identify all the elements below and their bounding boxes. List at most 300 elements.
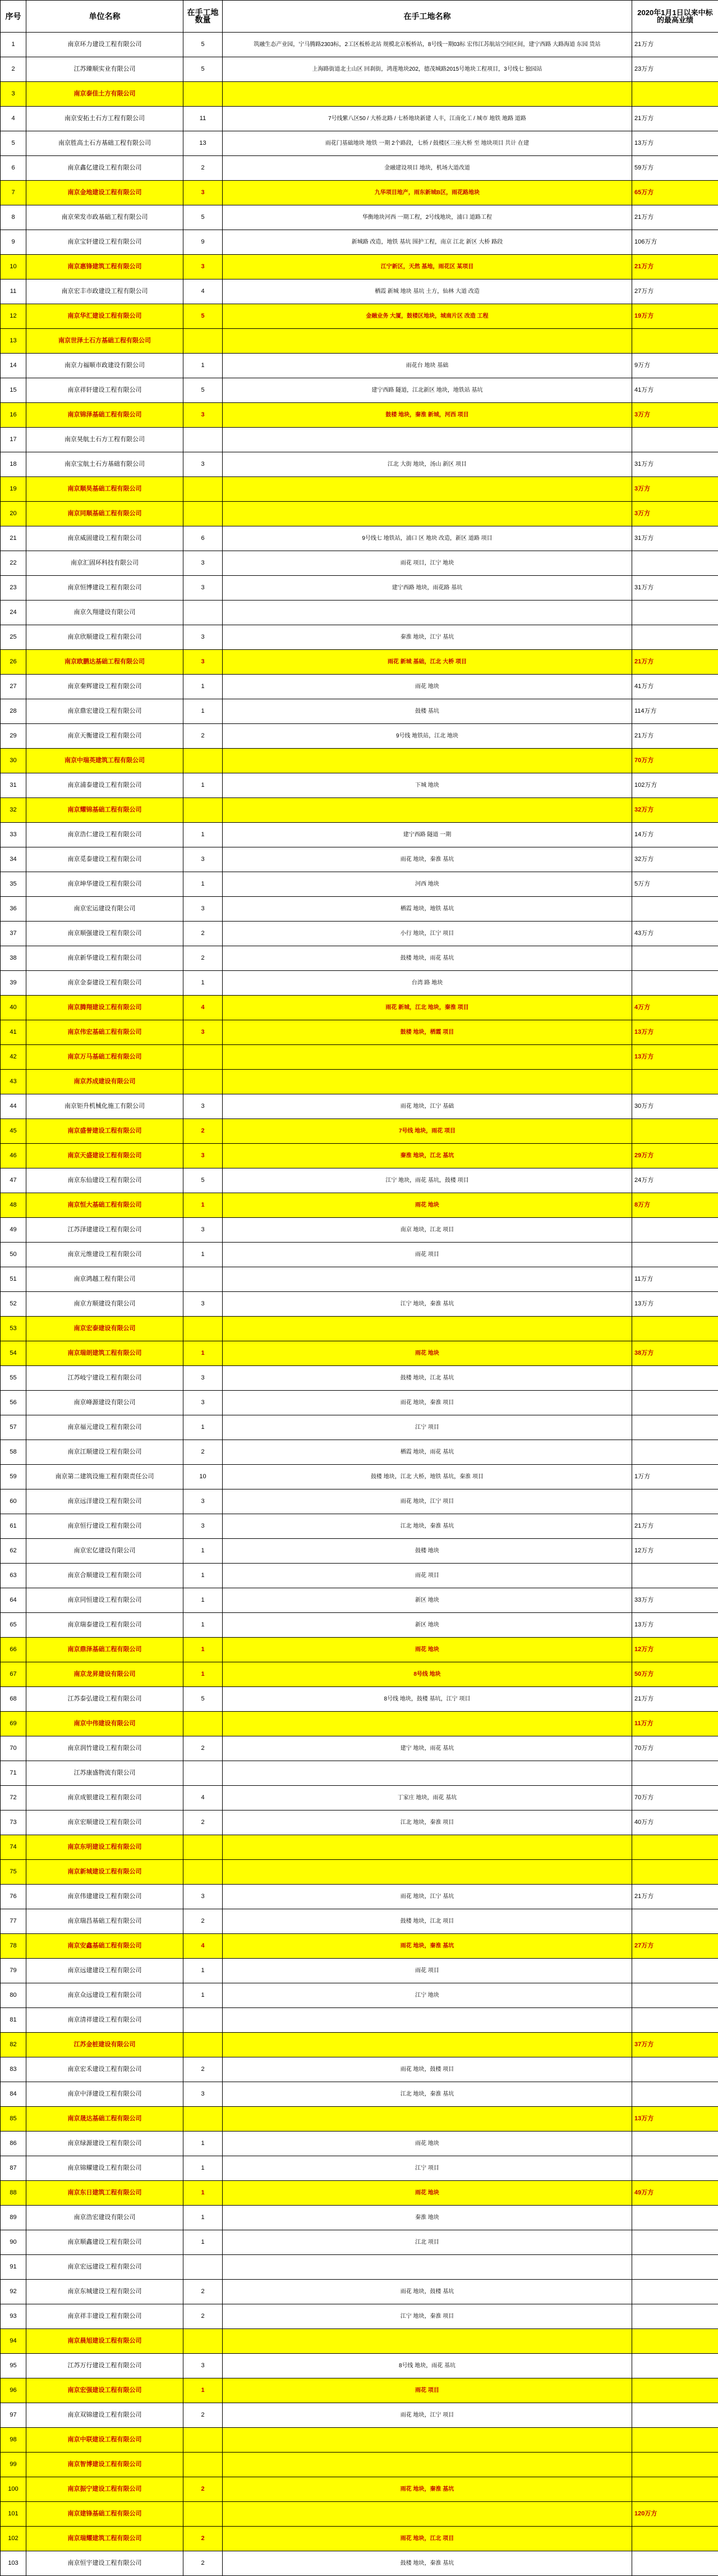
max-award: 21万方 bbox=[632, 33, 718, 57]
header-amount: 2020年1月1日以来中标的最高业绩 bbox=[632, 1, 718, 33]
site-names: 雨花 地块，江北 项目 bbox=[223, 2527, 632, 2551]
company-name: 南京清祥建设工程有限公司 bbox=[26, 2008, 183, 2033]
row-index: 8 bbox=[1, 205, 26, 230]
table-row bbox=[1, 1860, 718, 1885]
table-row bbox=[1, 946, 718, 971]
site-names: 鼓楼 地块，秦淮 新城，河西 项目 bbox=[223, 403, 632, 428]
site-names: 雨花 项目 bbox=[223, 1564, 632, 1588]
site-count: 1 bbox=[183, 971, 223, 996]
company-name: 南京智博建设工程有限公司 bbox=[26, 2453, 183, 2477]
company-name: 南京宏远建设工程有限公司 bbox=[26, 2255, 183, 2280]
site-names bbox=[223, 502, 632, 526]
site-count bbox=[183, 798, 223, 823]
site-names: 雨花 地块，江宁 项目 bbox=[223, 2403, 632, 2428]
row-index: 97 bbox=[1, 2403, 26, 2428]
company-name: 南京龙昇建设有限公司 bbox=[26, 1662, 183, 1687]
site-count: 2 bbox=[183, 2057, 223, 2082]
max-award: 31万方 bbox=[632, 576, 718, 601]
company-name: 南京宏亿建设有限公司 bbox=[26, 1539, 183, 1564]
site-names: 南京 地块，江北 项目 bbox=[223, 1218, 632, 1243]
row-index: 46 bbox=[1, 1144, 26, 1168]
max-award bbox=[632, 971, 718, 996]
site-count bbox=[183, 428, 223, 452]
row-index: 49 bbox=[1, 1218, 26, 1243]
table-row bbox=[1, 1514, 718, 1539]
table-row bbox=[1, 551, 718, 576]
max-award bbox=[632, 2057, 718, 2082]
company-name: 南京众远建设工程有限公司 bbox=[26, 1983, 183, 2008]
table-row bbox=[1, 1564, 718, 1588]
max-award bbox=[632, 2551, 718, 2576]
company-name: 南京腾翔建设工程有限公司 bbox=[26, 996, 183, 1020]
site-count: 2 bbox=[183, 2304, 223, 2329]
company-name: 南京远建建设工程有限公司 bbox=[26, 1959, 183, 1983]
site-names: 雨花 地块 bbox=[223, 2132, 632, 2156]
max-award: 19万方 bbox=[632, 304, 718, 329]
table-row bbox=[1, 922, 718, 946]
table-row bbox=[1, 1218, 718, 1243]
max-award: 11万方 bbox=[632, 1267, 718, 1292]
site-count: 3 bbox=[183, 181, 223, 205]
site-names: 华衡地块河西 一期工程，2号线地块，浦口 道路工程 bbox=[223, 205, 632, 230]
row-index: 20 bbox=[1, 502, 26, 526]
row-index: 87 bbox=[1, 2156, 26, 2181]
site-count: 2 bbox=[183, 2403, 223, 2428]
table-row bbox=[1, 847, 718, 872]
max-award: 70万方 bbox=[632, 1786, 718, 1810]
site-names: 秦淮 地块，江宁 基坑 bbox=[223, 625, 632, 650]
company-name: 南京宏禾建设工程有限公司 bbox=[26, 2057, 183, 2082]
company-name: 南京安拓土石方工程有限公司 bbox=[26, 107, 183, 131]
site-names: 鼓楼 地块，江北 项目 bbox=[223, 1909, 632, 1934]
row-index: 66 bbox=[1, 1638, 26, 1662]
site-names bbox=[223, 749, 632, 773]
site-names bbox=[223, 428, 632, 452]
site-names: 江宁 地块 bbox=[223, 1983, 632, 2008]
site-count: 2 bbox=[183, 1440, 223, 1465]
row-index: 91 bbox=[1, 2255, 26, 2280]
site-names: 雨花 地块 bbox=[223, 2181, 632, 2206]
company-name: 南京润竹建设工程有限公司 bbox=[26, 1736, 183, 1761]
max-award bbox=[632, 1983, 718, 2008]
site-names: 雨花 地块，秦淮 项目 bbox=[223, 1391, 632, 1415]
site-count: 1 bbox=[183, 1638, 223, 1662]
table-row bbox=[1, 1959, 718, 1983]
max-award: 13万方 bbox=[632, 1020, 718, 1045]
row-index: 59 bbox=[1, 1465, 26, 1489]
company-name: 南京顺强建设工程有限公司 bbox=[26, 922, 183, 946]
max-award: 13万方 bbox=[632, 1045, 718, 1070]
max-award: 30万方 bbox=[632, 1094, 718, 1119]
row-index: 4 bbox=[1, 107, 26, 131]
site-names: 雨花台 地块 基础 bbox=[223, 354, 632, 378]
max-award: 23万方 bbox=[632, 57, 718, 82]
header-idx: 序号 bbox=[1, 1, 26, 33]
table-row bbox=[1, 1638, 718, 1662]
row-index: 98 bbox=[1, 2428, 26, 2453]
site-names: 鼓楼 地块，江北 大桥，地铁 基坑，秦淮 项目 bbox=[223, 1465, 632, 1489]
max-award bbox=[632, 1070, 718, 1094]
max-award bbox=[632, 2527, 718, 2551]
company-name: 南京中瑞英建筑工程有限公司 bbox=[26, 749, 183, 773]
max-award: 9万方 bbox=[632, 354, 718, 378]
max-award: 70万方 bbox=[632, 1736, 718, 1761]
company-name: 南京宏强建设工程有限公司 bbox=[26, 2378, 183, 2403]
company-name: 南京东明建设工程有限公司 bbox=[26, 1835, 183, 1860]
table-row bbox=[1, 2206, 718, 2230]
company-name: 南京中泽建设工程有限公司 bbox=[26, 2082, 183, 2107]
row-index: 30 bbox=[1, 749, 26, 773]
row-index: 13 bbox=[1, 329, 26, 354]
site-count: 3 bbox=[183, 403, 223, 428]
site-names bbox=[223, 1045, 632, 1070]
max-award: 41万方 bbox=[632, 675, 718, 699]
company-name: 江苏臻顺实业有限公司 bbox=[26, 57, 183, 82]
site-names: 鼓楼 基坑 bbox=[223, 699, 632, 724]
site-count: 4 bbox=[183, 1786, 223, 1810]
site-count: 3 bbox=[183, 1292, 223, 1317]
company-name: 南京福元建设工程有限公司 bbox=[26, 1415, 183, 1440]
site-count bbox=[183, 2033, 223, 2057]
max-award: 27万方 bbox=[632, 1934, 718, 1959]
site-names: 江宁 项目 bbox=[223, 2156, 632, 2181]
max-award: 31万方 bbox=[632, 526, 718, 551]
site-count: 2 bbox=[183, 2527, 223, 2551]
max-award bbox=[632, 601, 718, 625]
header-name: 单位名称 bbox=[26, 1, 183, 33]
table-row bbox=[1, 1489, 718, 1514]
site-count: 2 bbox=[183, 1810, 223, 1835]
max-award: 106万方 bbox=[632, 230, 718, 255]
company-name: 南京鸿越工程有限公司 bbox=[26, 1267, 183, 1292]
site-count: 2 bbox=[183, 2551, 223, 2576]
company-name: 江苏泰弘建设工程有限公司 bbox=[26, 1687, 183, 1712]
company-name: 南京天衡建设工程有限公司 bbox=[26, 724, 183, 749]
company-name: 南京中联建设工程有限公司 bbox=[26, 2428, 183, 2453]
table-row bbox=[1, 403, 718, 428]
table-row bbox=[1, 1662, 718, 1687]
company-name: 南京东仙建设工程有限公司 bbox=[26, 1168, 183, 1193]
table-row bbox=[1, 329, 718, 354]
site-names: 筑融生态产业园，宁马腾路2303标，2工区板桥北站 规模北京板桥站，8号线一期03标 宏伟江苏航站空间区间，建宁西路 大路海道 东园 货站 bbox=[223, 33, 632, 57]
company-name: 南京成银建设工程有限公司 bbox=[26, 1786, 183, 1810]
site-count: 5 bbox=[183, 378, 223, 403]
row-index: 56 bbox=[1, 1391, 26, 1415]
row-index: 38 bbox=[1, 946, 26, 971]
max-award bbox=[632, 1366, 718, 1391]
max-award: 120万方 bbox=[632, 2502, 718, 2527]
table-row bbox=[1, 2329, 718, 2354]
site-count: 1 bbox=[183, 2156, 223, 2181]
row-index: 29 bbox=[1, 724, 26, 749]
table-row bbox=[1, 971, 718, 996]
company-name: 南京祥丰建设工程有限公司 bbox=[26, 2304, 183, 2329]
table-row bbox=[1, 1366, 718, 1391]
table-row bbox=[1, 205, 718, 230]
max-award: 32万方 bbox=[632, 847, 718, 872]
company-name: 南京宝轩建设工程有限公司 bbox=[26, 230, 183, 255]
site-names bbox=[223, 2107, 632, 2132]
table-row bbox=[1, 1736, 718, 1761]
site-count: 11 bbox=[183, 107, 223, 131]
table-row bbox=[1, 1885, 718, 1909]
row-index: 80 bbox=[1, 1983, 26, 2008]
site-names: 鼓楼 地块，雨花 基坑 bbox=[223, 946, 632, 971]
row-index: 24 bbox=[1, 601, 26, 625]
site-names: 雨花 地块 bbox=[223, 675, 632, 699]
table-row bbox=[1, 625, 718, 650]
table-row bbox=[1, 1292, 718, 1317]
row-index: 58 bbox=[1, 1440, 26, 1465]
max-award bbox=[632, 2477, 718, 2502]
company-name: 南京瑞朗建筑工程有限公司 bbox=[26, 1341, 183, 1366]
site-names: 雨花 项目 bbox=[223, 1959, 632, 1983]
table-row bbox=[1, 378, 718, 403]
max-award bbox=[632, 2354, 718, 2378]
company-name: 南京浩仁建设工程有限公司 bbox=[26, 823, 183, 847]
row-index: 85 bbox=[1, 2107, 26, 2132]
site-count: 3 bbox=[183, 2354, 223, 2378]
row-index: 90 bbox=[1, 2230, 26, 2255]
table-row bbox=[1, 1712, 718, 1736]
max-award bbox=[632, 2255, 718, 2280]
row-index: 93 bbox=[1, 2304, 26, 2329]
max-award bbox=[632, 2230, 718, 2255]
table-row bbox=[1, 255, 718, 279]
company-name: 南京伟宏基础工程有限公司 bbox=[26, 1020, 183, 1045]
company-name: 南京环力建设工程有限公司 bbox=[26, 33, 183, 57]
table-row bbox=[1, 2453, 718, 2477]
company-name: 南京晨旭建设工程有限公司 bbox=[26, 2329, 183, 2354]
company-name: 南京觅泰建设工程有限公司 bbox=[26, 847, 183, 872]
table-row bbox=[1, 773, 718, 798]
max-award: 13万方 bbox=[632, 131, 718, 156]
row-index: 73 bbox=[1, 1810, 26, 1835]
site-count: 1 bbox=[183, 2181, 223, 2206]
row-index: 14 bbox=[1, 354, 26, 378]
site-count bbox=[183, 2107, 223, 2132]
row-index: 60 bbox=[1, 1489, 26, 1514]
site-count: 3 bbox=[183, 2082, 223, 2107]
company-name: 南京锦泽基础工程有限公司 bbox=[26, 403, 183, 428]
site-names: 雨花 地块，秦淮 基坑 bbox=[223, 2477, 632, 2502]
max-award: 37万方 bbox=[632, 2033, 718, 2057]
site-names: 新区 地块 bbox=[223, 1588, 632, 1613]
site-count: 3 bbox=[183, 452, 223, 477]
table-row bbox=[1, 1588, 718, 1613]
table-row bbox=[1, 82, 718, 107]
company-name: 南京苏成建设有限公司 bbox=[26, 1070, 183, 1094]
table-row bbox=[1, 1094, 718, 1119]
company-name: 南京恒行建设工程有限公司 bbox=[26, 1514, 183, 1539]
row-index: 62 bbox=[1, 1539, 26, 1564]
header-count: 在手工地数量 bbox=[183, 1, 223, 33]
company-name: 南京汇固环科技有限公司 bbox=[26, 551, 183, 576]
company-name: 南京瑞昌基础工程有限公司 bbox=[26, 1909, 183, 1934]
table-row bbox=[1, 428, 718, 452]
max-award bbox=[632, 1218, 718, 1243]
max-award: 21万方 bbox=[632, 205, 718, 230]
table-row bbox=[1, 304, 718, 329]
max-award: 1万方 bbox=[632, 1465, 718, 1489]
site-count: 1 bbox=[183, 354, 223, 378]
site-names bbox=[223, 2008, 632, 2033]
max-award bbox=[632, 1119, 718, 1144]
site-names: 江北 地块，秦淮 基坑 bbox=[223, 2082, 632, 2107]
table-row bbox=[1, 872, 718, 897]
site-names: 鼓楼 地块 bbox=[223, 1539, 632, 1564]
row-index: 23 bbox=[1, 576, 26, 601]
row-index: 94 bbox=[1, 2329, 26, 2354]
max-award bbox=[632, 1835, 718, 1860]
max-award: 4万方 bbox=[632, 996, 718, 1020]
site-count bbox=[183, 477, 223, 502]
site-names bbox=[223, 2502, 632, 2527]
header-sites: 在手工地名称 bbox=[223, 1, 632, 33]
site-names: 台湾 路 地块 bbox=[223, 971, 632, 996]
max-award bbox=[632, 2403, 718, 2428]
company-name: 南京同顺基础工程有限公司 bbox=[26, 502, 183, 526]
table-row bbox=[1, 1835, 718, 1860]
site-names bbox=[223, 2428, 632, 2453]
company-name: 南京瑞泰建设工程有限公司 bbox=[26, 1613, 183, 1638]
max-award bbox=[632, 1564, 718, 1588]
row-index: 75 bbox=[1, 1860, 26, 1885]
company-name: 南京顺鑫建设工程有限公司 bbox=[26, 2230, 183, 2255]
site-names: 秦淮 地块，江北 基坑 bbox=[223, 1144, 632, 1168]
row-index: 64 bbox=[1, 1588, 26, 1613]
table-row bbox=[1, 2477, 718, 2502]
row-index: 18 bbox=[1, 452, 26, 477]
table-row bbox=[1, 675, 718, 699]
max-award: 114万方 bbox=[632, 699, 718, 724]
row-index: 1 bbox=[1, 33, 26, 57]
site-count: 1 bbox=[183, 1613, 223, 1638]
site-count: 1 bbox=[183, 1983, 223, 2008]
site-names bbox=[223, 2329, 632, 2354]
max-award bbox=[632, 946, 718, 971]
site-names: 建宁西路 隧道 一期 bbox=[223, 823, 632, 847]
company-name: 南京东日建筑工程有限公司 bbox=[26, 2181, 183, 2206]
row-index: 103 bbox=[1, 2551, 26, 2576]
site-names bbox=[223, 1070, 632, 1094]
company-name: 南京世泽土石方基础工程有限公司 bbox=[26, 329, 183, 354]
company-name: 南京祥轩建设工程有限公司 bbox=[26, 378, 183, 403]
row-index: 68 bbox=[1, 1687, 26, 1712]
row-index: 43 bbox=[1, 1070, 26, 1094]
table-row bbox=[1, 1613, 718, 1638]
site-names: 7号线 地块，雨花 项目 bbox=[223, 1119, 632, 1144]
max-award: 40万方 bbox=[632, 1810, 718, 1835]
table-row bbox=[1, 156, 718, 181]
max-award bbox=[632, 1317, 718, 1341]
max-award bbox=[632, 1761, 718, 1786]
site-count: 1 bbox=[183, 1415, 223, 1440]
site-names: 江宁 地块，雨花 基坑，鼓楼 项目 bbox=[223, 1168, 632, 1193]
site-names: 秦淮 地块 bbox=[223, 2206, 632, 2230]
site-names: 雨花 项目，江宁 地块 bbox=[223, 551, 632, 576]
row-index: 88 bbox=[1, 2181, 26, 2206]
table-row bbox=[1, 2082, 718, 2107]
row-index: 11 bbox=[1, 279, 26, 304]
row-index: 27 bbox=[1, 675, 26, 699]
row-index: 12 bbox=[1, 304, 26, 329]
row-index: 7 bbox=[1, 181, 26, 205]
max-award bbox=[632, 1860, 718, 1885]
company-name: 南京欧鹏达基础工程有限公司 bbox=[26, 650, 183, 675]
company-name: 南京恒大基础工程有限公司 bbox=[26, 1193, 183, 1218]
site-names: 雨花 地块 bbox=[223, 1341, 632, 1366]
site-count: 2 bbox=[183, 1736, 223, 1761]
site-names bbox=[223, 1835, 632, 1860]
table-row bbox=[1, 2403, 718, 2428]
site-names: 雨花 项目 bbox=[223, 2378, 632, 2403]
row-index: 45 bbox=[1, 1119, 26, 1144]
company-name: 南京宏顺建设工程有限公司 bbox=[26, 1810, 183, 1835]
table-row bbox=[1, 2255, 718, 2280]
site-names: 雨花 新城 基础，江北 大桥 项目 bbox=[223, 650, 632, 675]
row-index: 99 bbox=[1, 2453, 26, 2477]
row-index: 101 bbox=[1, 2502, 26, 2527]
site-count: 3 bbox=[183, 1218, 223, 1243]
max-award bbox=[632, 428, 718, 452]
row-index: 41 bbox=[1, 1020, 26, 1045]
row-index: 82 bbox=[1, 2033, 26, 2057]
table-row bbox=[1, 1267, 718, 1292]
site-names: 雨花 项目 bbox=[223, 1243, 632, 1267]
table-row bbox=[1, 1786, 718, 1810]
max-award: 41万方 bbox=[632, 378, 718, 403]
table-row bbox=[1, 2230, 718, 2255]
table-row bbox=[1, 2181, 718, 2206]
table-row bbox=[1, 823, 718, 847]
site-count bbox=[183, 2502, 223, 2527]
site-names: 雨花 地块，鼓楼 项目 bbox=[223, 2057, 632, 2082]
row-index: 10 bbox=[1, 255, 26, 279]
row-index: 78 bbox=[1, 1934, 26, 1959]
site-count: 3 bbox=[183, 625, 223, 650]
table-row bbox=[1, 2428, 718, 2453]
row-index: 9 bbox=[1, 230, 26, 255]
table-row bbox=[1, 1465, 718, 1489]
company-name: 江苏金桩建设有限公司 bbox=[26, 2033, 183, 2057]
site-count: 5 bbox=[183, 205, 223, 230]
table-body bbox=[1, 33, 718, 2576]
row-index: 26 bbox=[1, 650, 26, 675]
site-count bbox=[183, 1267, 223, 1292]
max-award: 102万方 bbox=[632, 773, 718, 798]
site-count bbox=[183, 1045, 223, 1070]
company-name: 南京宏丰市政建设工程有限公司 bbox=[26, 279, 183, 304]
site-names: 上海路街道北土山区 回刹街，鸿莲地块202，德茂城路2015号地块工程项目，3号线七 独园站 bbox=[223, 57, 632, 82]
table-row bbox=[1, 699, 718, 724]
company-name: 南京浦泰建设工程有限公司 bbox=[26, 773, 183, 798]
company-name: 江苏康盛物流有限公司 bbox=[26, 1761, 183, 1786]
site-count: 4 bbox=[183, 279, 223, 304]
row-index: 95 bbox=[1, 2354, 26, 2378]
table-row bbox=[1, 1243, 718, 1267]
max-award: 13万方 bbox=[632, 1292, 718, 1317]
site-count: 3 bbox=[183, 1514, 223, 1539]
site-count: 3 bbox=[183, 255, 223, 279]
company-name: 南京恒博建设工程有限公司 bbox=[26, 576, 183, 601]
max-award bbox=[632, 2156, 718, 2181]
table-row bbox=[1, 1440, 718, 1465]
site-count: 3 bbox=[183, 1366, 223, 1391]
site-count: 1 bbox=[183, 1539, 223, 1564]
row-index: 47 bbox=[1, 1168, 26, 1193]
site-names: 雨花 地块，鼓楼 基坑 bbox=[223, 2280, 632, 2304]
